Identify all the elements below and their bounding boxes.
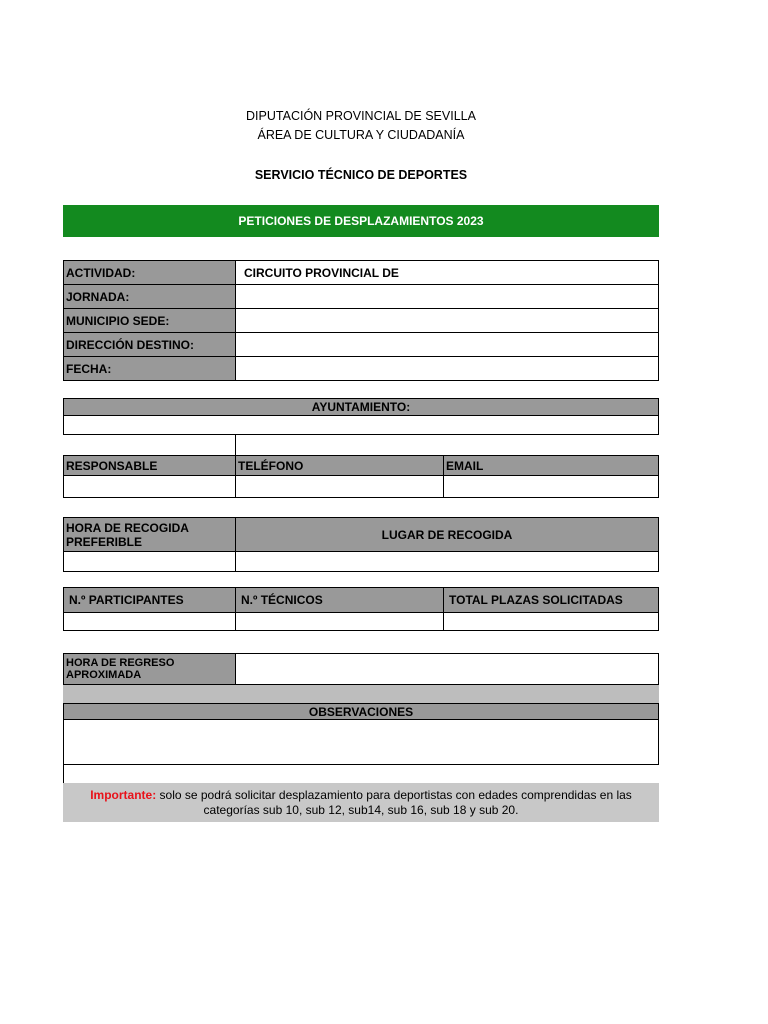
department-name: ÁREA DE CULTURA Y CIUDADANÍA (257, 128, 465, 142)
note-line-1: solo se podrá solicitar desplazamiento para deportistas con edades comprendidas en las (156, 787, 632, 802)
recogida-table (63, 517, 659, 572)
tecnicos-field[interactable] (236, 613, 444, 631)
table-row (64, 476, 659, 498)
table-row (64, 309, 659, 333)
ayuntamiento-table (63, 398, 659, 435)
important-note (63, 783, 659, 822)
lugar-recogida-field[interactable] (236, 552, 659, 572)
table-row (64, 399, 659, 416)
important-label: Importante: (90, 787, 157, 802)
table-row (64, 613, 659, 631)
total-plazas-field[interactable] (444, 613, 659, 631)
contact-table (63, 455, 659, 498)
table-row (64, 285, 659, 309)
org-name: DIPUTACIÓN PROVINCIAL DE SEVILLA (246, 109, 476, 123)
table-row (64, 456, 659, 476)
telefono-field[interactable] (236, 476, 444, 498)
direccion-label: DIRECCIÓN DESTINO: (64, 333, 236, 357)
fecha-label: FECHA: (64, 357, 236, 381)
email-field[interactable] (444, 476, 659, 498)
observaciones-header: OBSERVACIONES (64, 704, 659, 720)
table-row (64, 416, 659, 435)
table-row (64, 261, 659, 285)
jornada-field[interactable] (236, 285, 659, 309)
table-row (64, 552, 659, 572)
actividad-label: ACTIVIDAD: (64, 261, 236, 285)
table-row (64, 357, 659, 381)
hora-regreso-label: HORA DE REGRESO APROXIMADA (64, 654, 236, 685)
responsable-field[interactable] (64, 476, 236, 498)
ayuntamiento-header: AYUNTAMIENTO: (64, 399, 659, 416)
note-line-2: categorías sub 10, sub 12, sub14, sub 16, sub 18 y sub 20. (203, 802, 519, 817)
divider (63, 764, 64, 783)
table-row (64, 654, 659, 685)
divider (235, 435, 236, 455)
form-title-banner (63, 205, 659, 237)
form-title: PETICIONES DE DESPLAZAMIENTOS 2023 (238, 214, 484, 228)
municipio-label: MUNICIPIO SEDE: (64, 309, 236, 333)
tecnicos-header: N.º TÉCNICOS (236, 588, 444, 613)
table-row (64, 720, 659, 765)
observaciones-table (63, 703, 659, 765)
service-name: SERVICIO TÉCNICO DE DEPORTES (254, 168, 468, 182)
jornada-label: JORNADA: (64, 285, 236, 309)
hora-regreso-field[interactable] (236, 654, 659, 685)
hora-recogida-field[interactable] (64, 552, 236, 572)
email-header: EMAIL (444, 456, 659, 476)
table-row (64, 518, 659, 552)
fecha-field[interactable] (236, 357, 659, 381)
responsable-header: RESPONSABLE (64, 456, 236, 476)
plazas-table (63, 587, 659, 631)
regreso-table (63, 653, 659, 685)
table-row (64, 333, 659, 357)
participantes-field[interactable] (64, 613, 236, 631)
municipio-field[interactable] (236, 309, 659, 333)
activity-table (63, 260, 659, 381)
ayuntamiento-field[interactable] (64, 416, 659, 435)
table-row (64, 588, 659, 613)
participantes-header: N.º PARTICIPANTES (64, 588, 236, 613)
hora-recogida-label: HORA DE RECOGIDA PREFERIBLE (64, 518, 236, 552)
total-plazas-header: TOTAL PLAZAS SOLICITADAS (444, 588, 659, 613)
separator-strip (63, 685, 659, 703)
lugar-recogida-label: LUGAR DE RECOGIDA (236, 518, 659, 552)
observaciones-field[interactable] (64, 720, 659, 765)
table-row (64, 704, 659, 720)
direccion-field[interactable] (236, 333, 659, 357)
telefono-header: TELÉFONO (236, 456, 444, 476)
actividad-field[interactable]: CIRCUITO PROVINCIAL DE (236, 261, 659, 285)
